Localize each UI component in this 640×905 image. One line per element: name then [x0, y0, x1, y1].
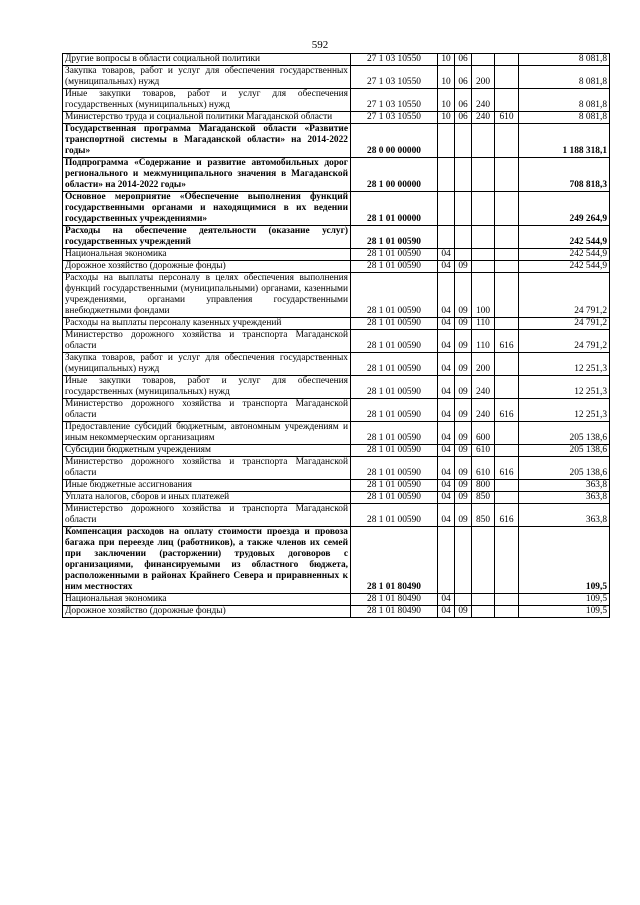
row-section: 04 — [438, 330, 455, 353]
row-expense-type: 800 — [472, 480, 495, 492]
row-expense-type — [472, 527, 495, 594]
row-administrator: 616 — [495, 504, 519, 527]
row-target-code: 28 1 01 00590 — [351, 492, 438, 504]
row-sum: 109,5 — [519, 527, 610, 594]
row-sum: 249 264,9 — [519, 192, 610, 226]
row-expense-type: 610 — [472, 445, 495, 457]
row-administrator — [495, 353, 519, 376]
table-row — [63, 124, 610, 158]
row-name: Национальная экономика — [63, 594, 351, 606]
row-sum: 24 791,2 — [519, 273, 610, 318]
row-target-code: 28 1 01 00590 — [351, 504, 438, 527]
row-expense-type: 110 — [472, 330, 495, 353]
row-section: 04 — [438, 445, 455, 457]
row-target-code: 28 1 01 00590 — [351, 353, 438, 376]
row-subsection — [455, 158, 472, 192]
row-section: 04 — [438, 376, 455, 399]
row-subsection: 09 — [455, 445, 472, 457]
row-target-code: 28 1 01 00590 — [351, 422, 438, 445]
row-section: 04 — [438, 594, 455, 606]
row-section: 04 — [438, 422, 455, 445]
row-section: 04 — [438, 273, 455, 318]
row-expense-type — [472, 226, 495, 249]
row-section: 04 — [438, 249, 455, 261]
row-subsection: 09 — [455, 273, 472, 318]
row-expense-type — [472, 261, 495, 273]
row-subsection — [455, 249, 472, 261]
row-sum: 12 251,3 — [519, 399, 610, 422]
row-target-code: 28 1 01 00590 — [351, 480, 438, 492]
row-expense-type: 240 — [472, 89, 495, 112]
row-administrator — [495, 480, 519, 492]
row-name: Субсидии бюджетным учреждениям — [63, 445, 351, 457]
row-administrator — [495, 66, 519, 89]
row-name: Основное мероприятие «Обеспечение выполнения функций государственными органами и находящимися в их ведении государственных учреждениями» — [63, 192, 351, 226]
row-section: 04 — [438, 318, 455, 330]
table-row — [63, 527, 610, 594]
row-subsection: 09 — [455, 330, 472, 353]
row-sum: 109,5 — [519, 594, 610, 606]
row-target-code: 28 1 01 00590 — [351, 261, 438, 273]
row-administrator — [495, 376, 519, 399]
row-administrator — [495, 318, 519, 330]
row-target-code: 28 1 01 00590 — [351, 445, 438, 457]
row-target-code: 28 1 01 00590 — [351, 273, 438, 318]
row-name: Закупка товаров, работ и услуг для обеспечения государственных (муниципальных) нужд — [63, 353, 351, 376]
row-sum: 109,5 — [519, 606, 610, 618]
row-administrator — [495, 192, 519, 226]
row-subsection — [455, 226, 472, 249]
row-administrator — [495, 261, 519, 273]
row-section: 04 — [438, 480, 455, 492]
row-section: 10 — [438, 66, 455, 89]
row-name: Расходы на выплаты персоналу казенных учреждений — [63, 318, 351, 330]
row-target-code: 28 0 00 00000 — [351, 124, 438, 158]
row-name: Уплата налогов, сборов и иных платежей — [63, 492, 351, 504]
row-target-code: 28 1 01 00590 — [351, 226, 438, 249]
row-name: Государственная программа Магаданской области «Развитие транспортной системы в Магаданской области» на 2014-2022 годы» — [63, 124, 351, 158]
table-row — [63, 504, 610, 527]
row-subsection: 09 — [455, 261, 472, 273]
row-target-code: 28 1 01 00590 — [351, 399, 438, 422]
row-section — [438, 158, 455, 192]
row-expense-type: 200 — [472, 353, 495, 376]
table-row — [63, 606, 610, 618]
table-row — [63, 249, 610, 261]
table-row — [63, 158, 610, 192]
row-administrator — [495, 226, 519, 249]
row-name: Иные бюджетные ассигнования — [63, 480, 351, 492]
row-target-code: 28 1 01 00590 — [351, 376, 438, 399]
row-subsection: 09 — [455, 606, 472, 618]
row-sum: 242 544,9 — [519, 261, 610, 273]
row-subsection — [455, 192, 472, 226]
row-subsection: 09 — [455, 353, 472, 376]
table-row — [63, 353, 610, 376]
row-target-code: 28 1 01 80490 — [351, 527, 438, 594]
page-number: 592 — [311, 39, 329, 51]
table-row — [63, 273, 610, 318]
row-name: Иные закупки товаров, работ и услуг для обеспечения государственных (муниципальных) нужд — [63, 89, 351, 112]
budget-table — [62, 53, 610, 618]
row-target-code: 28 1 01 80490 — [351, 594, 438, 606]
table-row — [63, 318, 610, 330]
row-administrator — [495, 594, 519, 606]
row-expense-type: 850 — [472, 504, 495, 527]
row-administrator: 616 — [495, 399, 519, 422]
row-section: 10 — [438, 112, 455, 124]
row-expense-type — [472, 249, 495, 261]
row-section: 04 — [438, 504, 455, 527]
row-target-code: 28 1 01 00590 — [351, 457, 438, 480]
row-expense-type: 200 — [472, 66, 495, 89]
row-section — [438, 226, 455, 249]
row-section: 10 — [438, 54, 455, 66]
row-target-code: 27 1 03 10550 — [351, 54, 438, 66]
row-target-code: 27 1 03 10550 — [351, 89, 438, 112]
row-administrator — [495, 54, 519, 66]
table-row — [63, 445, 610, 457]
row-name: Закупка товаров, работ и услуг для обеспечения государственных (муниципальных) нужд — [63, 66, 351, 89]
row-subsection: 06 — [455, 89, 472, 112]
row-target-code: 28 1 01 00000 — [351, 192, 438, 226]
row-name: Расходы на выплаты персоналу в целях обеспечения выполнения функций государственными (муниципальными) органами, казенными учреждениями, органами управления государственными внебюджетными фондами — [63, 273, 351, 318]
row-sum: 363,8 — [519, 480, 610, 492]
table-row — [63, 192, 610, 226]
row-sum: 205 138,6 — [519, 457, 610, 480]
row-subsection: 09 — [455, 504, 472, 527]
row-target-code: 27 1 03 10550 — [351, 112, 438, 124]
row-expense-type: 240 — [472, 399, 495, 422]
row-sum: 363,8 — [519, 504, 610, 527]
row-expense-type: 240 — [472, 376, 495, 399]
row-section: 04 — [438, 492, 455, 504]
row-subsection — [455, 594, 472, 606]
row-administrator — [495, 422, 519, 445]
row-subsection: 06 — [455, 112, 472, 124]
row-section: 04 — [438, 399, 455, 422]
row-expense-type — [472, 158, 495, 192]
row-sum: 24 791,2 — [519, 330, 610, 353]
row-sum: 205 138,6 — [519, 445, 610, 457]
row-administrator — [495, 273, 519, 318]
row-section: 04 — [438, 606, 455, 618]
row-name: Другие вопросы в области социальной политики — [63, 54, 351, 66]
row-target-code: 28 1 00 00000 — [351, 158, 438, 192]
row-administrator — [495, 249, 519, 261]
table-row — [63, 422, 610, 445]
table-row — [63, 492, 610, 504]
row-name: Министерство дорожного хозяйства и транспорта Магаданской области — [63, 330, 351, 353]
row-section: 04 — [438, 353, 455, 376]
row-sum: 242 544,9 — [519, 226, 610, 249]
row-sum: 242 544,9 — [519, 249, 610, 261]
row-subsection: 09 — [455, 399, 472, 422]
row-subsection: 09 — [455, 376, 472, 399]
row-expense-type: 240 — [472, 112, 495, 124]
row-administrator — [495, 124, 519, 158]
row-sum: 24 791,2 — [519, 318, 610, 330]
row-target-code: 28 1 01 00590 — [351, 318, 438, 330]
table-row — [63, 376, 610, 399]
row-administrator — [495, 445, 519, 457]
table-row — [63, 399, 610, 422]
row-name: Министерство дорожного хозяйства и транспорта Магаданской области — [63, 457, 351, 480]
row-target-code: 28 1 01 80490 — [351, 606, 438, 618]
row-sum: 8 081,8 — [519, 66, 610, 89]
row-name: Подпрограмма «Содержание и развитие автомобильных дорог регионального и межмуниципального значения в Магаданской области» на 2014-2022 годы» — [63, 158, 351, 192]
row-name: Компенсация расходов на оплату стоимости проезда и провоза багажа при переезде лиц (работников), а также членов их семей при заключении (расторжении) трудовых договоров с организациями, финансируемыми из областного бюджета, расположенными в районах Крайнего Севера и приравненных к ним местностях — [63, 527, 351, 594]
table-row — [63, 330, 610, 353]
row-administrator — [495, 492, 519, 504]
row-subsection: 09 — [455, 318, 472, 330]
table-row — [63, 261, 610, 273]
row-name: Дорожное хозяйство (дорожные фонды) — [63, 606, 351, 618]
row-expense-type — [472, 606, 495, 618]
table-row — [63, 594, 610, 606]
table-row — [63, 54, 610, 66]
row-sum: 205 138,6 — [519, 422, 610, 445]
row-subsection — [455, 527, 472, 594]
row-administrator — [495, 89, 519, 112]
row-sum: 8 081,8 — [519, 89, 610, 112]
row-sum: 708 818,3 — [519, 158, 610, 192]
row-administrator: 616 — [495, 457, 519, 480]
table-row — [63, 457, 610, 480]
row-section — [438, 527, 455, 594]
row-expense-type — [472, 124, 495, 158]
row-expense-type: 850 — [472, 492, 495, 504]
row-administrator — [495, 158, 519, 192]
row-sum: 1 188 318,1 — [519, 124, 610, 158]
row-sum: 8 081,8 — [519, 54, 610, 66]
row-section: 04 — [438, 261, 455, 273]
row-section: 04 — [438, 457, 455, 480]
row-subsection: 09 — [455, 457, 472, 480]
row-subsection — [455, 124, 472, 158]
row-name: Расходы на обеспечение деятельности (оказание услуг) государственных учреждений — [63, 226, 351, 249]
row-target-code: 27 1 03 10550 — [351, 66, 438, 89]
table-row — [63, 66, 610, 89]
row-subsection: 09 — [455, 480, 472, 492]
row-administrator — [495, 606, 519, 618]
table-row — [63, 480, 610, 492]
row-expense-type: 600 — [472, 422, 495, 445]
row-expense-type: 610 — [472, 457, 495, 480]
row-sum: 12 251,3 — [519, 353, 610, 376]
row-name: Предоставление субсидий бюджетным, автономным учреждениям и иным некоммерческим организациям — [63, 422, 351, 445]
row-administrator — [495, 527, 519, 594]
table-row — [63, 89, 610, 112]
row-section — [438, 192, 455, 226]
row-section — [438, 124, 455, 158]
row-name: Министерство дорожного хозяйства и транспорта Магаданской области — [63, 399, 351, 422]
row-name: Министерство дорожного хозяйства и транспорта Магаданской области — [63, 504, 351, 527]
row-sum: 363,8 — [519, 492, 610, 504]
row-name: Министерство труда и социальной политики Магаданской области — [63, 112, 351, 124]
row-sum: 8 081,8 — [519, 112, 610, 124]
row-administrator: 610 — [495, 112, 519, 124]
row-target-code: 28 1 01 00590 — [351, 330, 438, 353]
row-name: Дорожное хозяйство (дорожные фонды) — [63, 261, 351, 273]
row-target-code: 28 1 01 00590 — [351, 249, 438, 261]
row-section: 10 — [438, 89, 455, 112]
row-subsection: 06 — [455, 66, 472, 89]
row-subsection: 09 — [455, 422, 472, 445]
table-row — [63, 112, 610, 124]
row-expense-type: 100 — [472, 273, 495, 318]
row-subsection: 09 — [455, 492, 472, 504]
row-subsection: 06 — [455, 54, 472, 66]
row-sum: 12 251,3 — [519, 376, 610, 399]
row-expense-type: 110 — [472, 318, 495, 330]
row-name: Национальная экономика — [63, 249, 351, 261]
row-expense-type — [472, 54, 495, 66]
row-expense-type — [472, 594, 495, 606]
row-name: Иные закупки товаров, работ и услуг для обеспечения государственных (муниципальных) нужд — [63, 376, 351, 399]
row-expense-type — [472, 192, 495, 226]
table-row — [63, 226, 610, 249]
row-administrator: 616 — [495, 330, 519, 353]
